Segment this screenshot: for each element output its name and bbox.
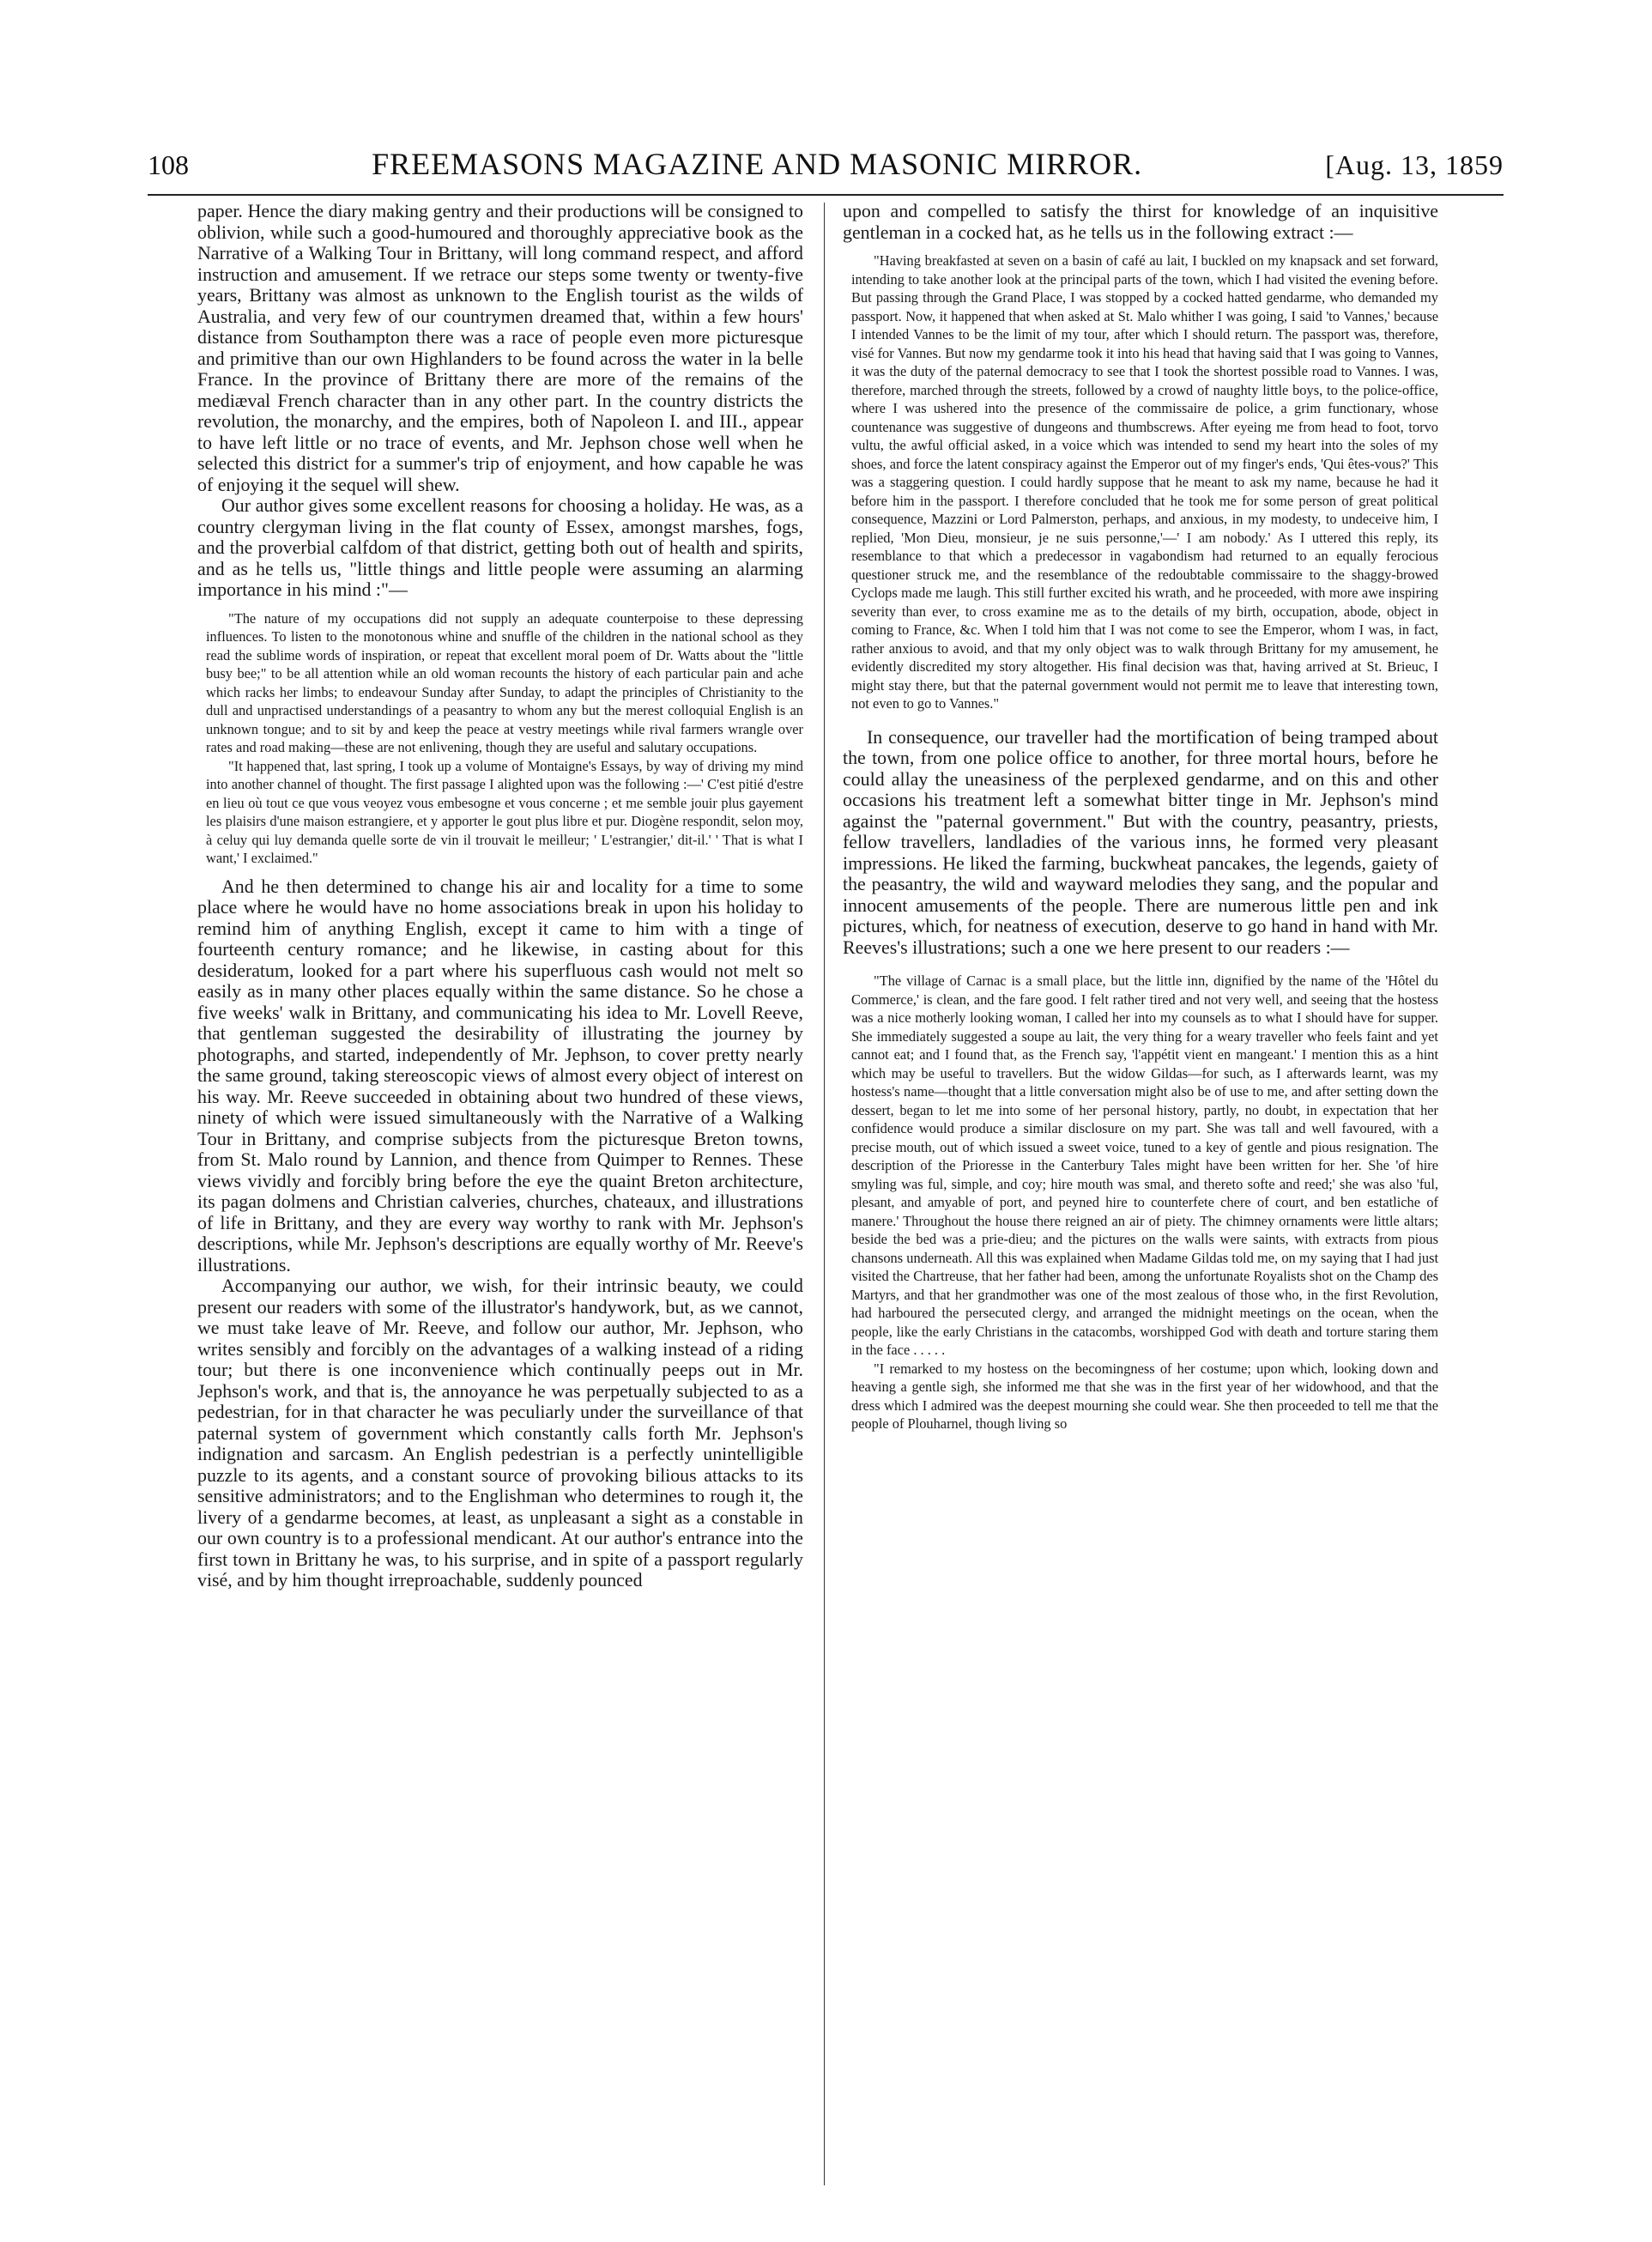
right-column — [843, 201, 1438, 2201]
paragraph: And he then determined to change his air and locality for a time to some place where he would have no home associations break in upon his holiday to remind him of anything English, except it came to him with a tinge of fourteenth century romance; and he likewise, in casting about for this desideratum, looked for a part where his superfluous cash would not melt so easily as in many other places equally within the same distance. So he chose a five weeks' walk in Brittany, and communicating his idea to Mr. Lovell Reeve, that gentleman suggested the desirability of illustrating the journey by photographs, and started, independently of Mr. Jephson, to cover pretty nearly the same ground, taking stereoscopic views of almost every object of interest on his way. Mr. Reeve succeeded in obtaining about two hundred of these views, ninety of which were issued simultaneously with the Narrative of a Walking Tour in Brittany, and comprise subjects from the picturesque Breton towns, from St. Malo round by Lannion, and thence from Quimper to Rennes. These views vividly and forcibly bring before the eye the quaint Breton architecture, its pagan dolmens and Christian calveries, churches, chateaux, and illustrations of life in Brittany, and they are every way worthy to rank with Mr. Jephson's descriptions, while Mr. Jephson's descriptions are equally worthy of Mr. Reeve's illustrations. — [197, 875, 803, 1276]
paragraph: paper. Hence the diary making gentry and their productions will be consigned to oblivion, while such a good-humoured and thoroughly appreciative book as the Narrative of a Walking Tour in Brittany, will long command respect, and afford instruction and amusement. If we retrace our steps some twenty or twenty-five years, Brittany was almost as unknown to the English tourist as the wilds of Australia, and very few of our countrymen dreamed that, within a few hours' distance from Southampton there was a race of people even more picturesque and primitive than our own Highlanders to be found across the water in la belle France. In the province of Brittany there are more of the remains of the mediæval French character than in any other part. In the country districts the revolution, the monarchy, and the empires, both of Napoleon I. and III., appear to have left little or no trace of events, and Mr. Jephson chose well when he selected this district for a summer's trip of enjoyment, and how capable he was of enjoying it the sequel will shew. — [197, 201, 803, 495]
block-quote: "I remarked to my hostess on the becomingness of her costume; upon which, looking down and heaving a gentle sigh, she informed me that she was in the first year of her widowhood, and that the dress which I admired was the deepest mourning she could wear. She then proceeded to tell me that the people of Plouharnel, though living so — [851, 1360, 1438, 1432]
page-number: 108 — [148, 149, 189, 180]
paragraph: upon and compelled to satisfy the thirst for knowledge of an inquisitive gentleman in a cocked hat, as he tells us in the following extract :— — [843, 201, 1438, 243]
page-header — [148, 146, 1504, 189]
block-quote: "Having breakfasted at seven on a basin of café au lait, I buckled on my knapsack and set forward, intending to take another look at the principal parts of the town, which I had visited the evening before. But passing through the Grand Place, I was stopped by a cocked hatted gendarme, who demanded my passport. Now, it happened that when asked at St. Malo whither I was going, I said 'to Vannes,' because I intended Vannes to be the limit of my tour, after which I should return. The passport was, therefore, visé for Vannes. But now my gendarme took it into his head that having said that I was going to Vannes, it was the duty of the paternal democracy to see that I took the shortest possible road to Vannes. I was, therefore, marched through the streets, followed by a crowd of naughty little boys, to the police-office, where I was ushered into the presence of the commissaire de police, a grim functionary, whose countenance was suggestive of dungeons and thumbscrews. After eyeing me from head to foot, torvo vultu, the awful official asked, in a voice which was intended to send my heart into the soles of my shoes, and force the latent conspiracy against the Emperor out of my finger's ends, 'Qui êtes-vous?' This was a staggering question. I could hardly suppose that he meant to ask my name, because he had it before him in the passport. I therefore concluded that he took me for some person of great political consequence, Mazzini or Lord Palmerston, perhaps, and anxious, in my modesty, to undeceive him, I replied, 'Mon Dieu, monsieur, je ne suis personne,'—' I am nobody.' As I uttered this reply, its resemblance to that which a predecessor in vagabondism had returned to an equally ferocious questioner struck me, and the resemblance of the redoubtable commissaire to the shaggy-browed Cyclops made me laugh. This still further excited his wrath, and he proceeded, with more awe inspiring severity than ever, to cross examine me as to the details of my birth, occupation, abode, object in coming to France, &c. When I told him that I was not come to see the Emperor, whom I was, in fact, rather anxious to avoid, and that my only object was to walk through Brittany for my amusement, he evidently discredited my story altogether. His final decision was that, having arrived at St. Brieuc, I might stay there, but that the paternal government would not permit me to leave that interesting town, not even to go to Vannes." — [851, 252, 1438, 712]
block-quote: "The nature of my occupations did not supply an adequate counterpoise to these depressing influences. To listen to the monotonous whine and snuffle of the children in the national school as they read the sublime words of inspiration, or repeat that excellent moral poem of Dr. Watts about the "little busy bee;" to be all attention while an old woman recounts the history of each particular pain and ache which racks her limbs; to endeavour Sunday after Sunday, to adapt the principles of Christianity to the dull and unpractised understandings of a peasantry to whom any but the merest colloquial English is an unknown tongue; and to sit by and keep the peace at vestry meetings while rival farmers wrangle over rates and road making—these are not enlivening, though they are useful and salutary occupations. — [206, 609, 803, 755]
paragraph: In consequence, our traveller had the mortification of being tramped about the town, from one police office to another, for three mortal hours, before he could allay the uneasiness of the perplexed gendarme, and on this and other occasions his treatment left a somewhat bitter tinge in Mr. Jephson's mind against the "paternal government." But with the country, peasantry, priests, fellow travellers, landladies of the various inns, he formed very pleasant impressions. He liked the farming, buckwheat pancakes, the legends, gaiety of the peasantry, the wild and wayward melodies they sang, and the popular and innocent amusements of the people. There are numerous little pen and ink pictures, which, for neatness of execution, deserve to go hand in hand with Mr. Reeves's illustrations; such a one we here present to our readers :— — [843, 725, 1438, 958]
block-quote: "The village of Carnac is a small place, but the little inn, dignified by the name of the 'Hôtel du Commerce,' is clean, and the fare good. I felt rather tired and not very well, and seeing that the hostess was a nice motherly looking woman, I called her into my counsels as to what I should have for supper. She immediately suggested a soupe au lait, the very thing for a weary traveller who feels faint and yet cannot eat; and I found that, as the French say, 'l'appétit vient en mangeant.' I mention this as a hint which may be useful to travellers. But the widow Gildas—for such, as I afterwards learnt, was my hostess's name—thought that a little conversation might also be of use to me, and after setting down the dessert, began to let me into some of her personal history, partly, no doubt, in expectation that her confidence would produce a similar disclosure on my part. She was tall and well favoured, with a precise mouth, out of which issued a sweet voice, tuned to a key of gentle and pious resignation. The description of the Prioresse in the Canterbury Tales might have been written for her. She 'of hire smyling was ful, simple, and coy; hire mouth was smal, and thereto softe and reed;' she was also 'ful, plesant, and amyable of port, and peyned hire to counterfete chere of court, and ben estatliche of manere.' Throughout the house there reigned an air of piety. The chimney ornaments were little altars; beside the bed was a prie-dieu; and the pictures on the walls were saints, with extracts from pious chansons underneath. All this was explained when Madame Gildas told me, on my saying that I had just visited the Chartreuse, that her father had been, among the unfortunate Royalists shot on the Champ des Martyrs, and that her grandmother was one of the most zealous of those who, in the first Revolution, had harboured the persecuted clergy, and arranged the midnight meetings on the ocean, when the people, like the early Christians in the catacombs, worshipped God with death and torture staring them in the face . . . . . — [851, 973, 1438, 1358]
magazine-title: FREEMASONS MAGAZINE AND MASONIC MIRROR. — [372, 147, 1143, 181]
left-column — [197, 201, 803, 2201]
issue-date: [Aug. 13, 1859 — [1325, 149, 1504, 180]
block-quote: "It happened that, last spring, I took up a volume of Montaigne's Essays, by way of driving my mind into another channel of thought. The first passage I alighted upon was the following :—' C'est pitié d'estre en lieu où tout ce que vous veoyez vous embesogne et vous concerne ; et me semble jouir plus gayement les plaisirs d'une maison estrangiere, et y apporter le gout plus libre et pur. Diogène respondit, selon moy, à celuy qui luy demanda quelle sorte de vin il trouvait le meilleur; ' L'estrangier,' dit-il.' ' That is what I want,' I exclaimed." — [206, 757, 803, 866]
paragraph: Our author gives some excellent reasons for choosing a holiday. He was, as a country clergyman living in the flat county of Essex, amongst marshes, fogs, and the proverbial calfdom of that district, getting both out of health and spirits, and as he tells us, "little things and little people were assuming an alarming importance in his mind :"— — [197, 494, 803, 600]
paragraph: Accompanying our author, we wish, for their intrinsic beauty, we could present our readers with some of the illustrator's handywork, but, as we cannot, we must take leave of Mr. Reeve, and follow our author, Mr. Jephson, who writes sensibly and forcibly on the advantages of a walking instead of a riding tour; but there is one inconvenience which continually peeps out in Mr. Jephson's work, and that is, the annoyance he was perpetually subjected to as a pedestrian, for in that character he was peculiarly under the surveillance of that paternal system of government which constantly calls forth Mr. Jephson's indignation and sarcasm. An English pedestrian is a perfectly unintelligible puzzle to its agents, and a constant source of provoking bilious attacks to its sensitive administrators; and to the Englishman who determines to rough it, the livery of a gendarme becomes, at least, as unpleasant a sight as a constable in our own country is to a professional mendicant. At our author's entrance into the first town in Brittany he was, to his surprise, and in spite of a passport regularly visé, and by him thought irreproachable, suddenly pounced — [197, 1275, 803, 1591]
header-rule — [148, 194, 1504, 196]
column-divider — [824, 203, 825, 2185]
